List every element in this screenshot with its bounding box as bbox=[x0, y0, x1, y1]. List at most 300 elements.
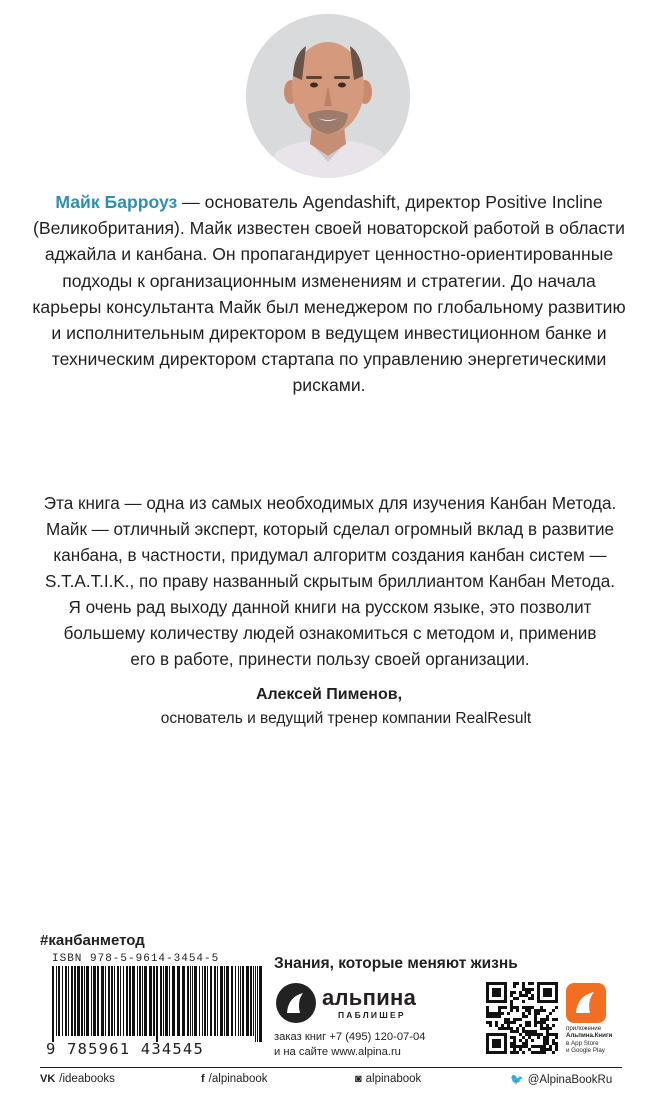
barcode-bar bbox=[126, 966, 128, 1036]
barcode-bar bbox=[71, 966, 73, 1036]
qr-module bbox=[540, 1021, 543, 1024]
qr-module bbox=[510, 994, 513, 997]
qr-module bbox=[546, 1042, 549, 1045]
qr-module bbox=[528, 1036, 531, 1039]
qr-module bbox=[534, 1030, 537, 1033]
qr-module bbox=[507, 1012, 510, 1015]
qr-module bbox=[516, 1009, 519, 1012]
reviewer-name: Алексей Пименов, bbox=[255, 686, 403, 703]
qr-module bbox=[525, 1039, 528, 1042]
qr-module bbox=[534, 1015, 537, 1018]
author-bio bbox=[30, 189, 628, 399]
qr-module bbox=[510, 991, 513, 994]
qr-module bbox=[534, 1045, 537, 1048]
qr-module bbox=[534, 1033, 537, 1036]
qr-module bbox=[525, 1021, 528, 1024]
qr-module bbox=[555, 1036, 558, 1039]
barcode-bar bbox=[246, 966, 249, 1036]
barcode-bar bbox=[68, 966, 69, 1036]
qr-module bbox=[504, 1006, 507, 1009]
barcode-bar bbox=[172, 966, 175, 1036]
qr-module bbox=[540, 1033, 543, 1036]
barcode-bar bbox=[129, 966, 131, 1036]
qr-module bbox=[555, 1048, 558, 1051]
qr-module bbox=[528, 1033, 531, 1036]
qr-module bbox=[546, 1027, 549, 1030]
qr-module bbox=[510, 1051, 513, 1054]
publisher-logo-icon bbox=[276, 983, 316, 1023]
qr-module bbox=[525, 994, 528, 997]
qr-module bbox=[513, 997, 516, 1000]
qr-module bbox=[522, 1027, 525, 1030]
qr-module bbox=[510, 1000, 513, 1003]
qr-module bbox=[522, 994, 525, 997]
barcode-bar bbox=[105, 966, 106, 1036]
qr-module bbox=[537, 1033, 540, 1036]
qr-module bbox=[516, 1027, 519, 1030]
barcode-bar bbox=[255, 966, 256, 1042]
qr-module bbox=[516, 1018, 519, 1021]
qr-module bbox=[519, 1024, 522, 1027]
barcode-bar bbox=[204, 966, 206, 1036]
qr-module bbox=[522, 1000, 525, 1003]
social-vk[interactable] bbox=[40, 1073, 115, 1085]
social-twitter-handle: @AlpinaBookRu bbox=[527, 1073, 613, 1086]
app-caption-name: Альпина.Книги bbox=[566, 1032, 613, 1040]
qr-module bbox=[531, 1030, 534, 1033]
qr-module bbox=[522, 1042, 525, 1045]
qr-module bbox=[540, 1018, 543, 1021]
qr-module bbox=[528, 1021, 531, 1024]
qr-module bbox=[528, 997, 531, 1000]
alpina-books-app-icon bbox=[566, 983, 606, 1023]
qr-module bbox=[555, 1006, 558, 1009]
qr-module bbox=[543, 1045, 546, 1048]
qr-module bbox=[498, 1027, 501, 1030]
qr-module bbox=[525, 1009, 528, 1012]
qr-module bbox=[525, 1045, 528, 1048]
barcode-bar bbox=[240, 966, 241, 1036]
qr-module bbox=[510, 1030, 513, 1033]
barcode-bar bbox=[207, 966, 208, 1036]
barcode-bar bbox=[226, 966, 229, 1036]
qr-module bbox=[543, 1039, 546, 1042]
qr-module bbox=[504, 1027, 507, 1030]
barcode-bar bbox=[84, 966, 85, 1036]
qr-module bbox=[537, 1045, 540, 1048]
qr-module bbox=[525, 988, 528, 991]
qr-module bbox=[513, 1036, 516, 1039]
qr-module bbox=[513, 1039, 516, 1042]
qr-finder bbox=[492, 1039, 501, 1048]
review-line: Майк — отличный эксперт, который сделал огромный вклад в развитие bbox=[45, 520, 615, 539]
qr-module bbox=[531, 1039, 534, 1042]
qr-module bbox=[492, 1012, 495, 1015]
qr-module bbox=[540, 1006, 543, 1009]
qr-module bbox=[519, 991, 522, 994]
qr-module bbox=[528, 991, 531, 994]
review-quote bbox=[14, 491, 646, 673]
qr-module bbox=[492, 1015, 495, 1018]
qr-module bbox=[522, 1036, 525, 1039]
barcode-bar bbox=[97, 966, 99, 1036]
qr-module bbox=[528, 1024, 531, 1027]
qr-module bbox=[534, 1051, 537, 1054]
author-name: Майк Барроуз bbox=[55, 192, 178, 212]
qr-finder bbox=[543, 988, 552, 997]
barcode-bar bbox=[114, 966, 115, 1036]
qr-module bbox=[531, 1045, 534, 1048]
qr-module bbox=[519, 1039, 522, 1042]
qr-module bbox=[513, 1006, 516, 1009]
barcode-bar bbox=[202, 966, 203, 1036]
app-caption-line: приложение bbox=[566, 1025, 602, 1032]
qr-module bbox=[546, 1048, 549, 1051]
qr-module bbox=[540, 1027, 543, 1030]
qr-module bbox=[528, 1048, 531, 1051]
qr-module bbox=[549, 1033, 552, 1036]
barcode-bar bbox=[242, 966, 244, 1036]
qr-module bbox=[528, 1006, 531, 1009]
barcode-bar bbox=[235, 966, 236, 1036]
qr-module bbox=[540, 1009, 543, 1012]
qr-module bbox=[522, 985, 525, 988]
barcode-bar bbox=[163, 966, 164, 1036]
qr-module bbox=[537, 1036, 540, 1039]
barcode-bar bbox=[153, 966, 155, 1036]
qr-module bbox=[486, 1006, 489, 1009]
qr-module bbox=[552, 1042, 555, 1045]
social-twitter[interactable] bbox=[510, 1073, 612, 1086]
qr-module bbox=[522, 1015, 525, 1018]
facebook-icon: f bbox=[201, 1073, 205, 1085]
barcode-bar bbox=[190, 966, 191, 1036]
qr-module bbox=[513, 1030, 516, 1033]
qr-module bbox=[546, 1036, 549, 1039]
qr-module bbox=[507, 1018, 510, 1021]
qr-module bbox=[519, 1033, 522, 1036]
qr-module bbox=[522, 1012, 525, 1015]
qr-module bbox=[534, 1009, 537, 1012]
qr-module bbox=[495, 1021, 498, 1024]
barcode-bar bbox=[169, 966, 170, 1036]
qr-module bbox=[507, 1027, 510, 1030]
qr-module bbox=[501, 1027, 504, 1030]
app-caption-line: в App Store bbox=[566, 1039, 599, 1047]
qr-module bbox=[498, 1006, 501, 1009]
qr-module bbox=[507, 1024, 510, 1027]
qr-module bbox=[486, 1009, 489, 1012]
qr-module bbox=[537, 1012, 540, 1015]
review-line: канбана, в частности, придумал алгоритм создания канбан систем — bbox=[53, 546, 607, 565]
barcode-bar bbox=[257, 966, 258, 1042]
qr-module bbox=[522, 1006, 525, 1009]
qr-module bbox=[531, 1033, 534, 1036]
qr-module bbox=[510, 1036, 513, 1039]
qr-module bbox=[510, 1045, 513, 1048]
qr-module bbox=[555, 1045, 558, 1048]
barcode-bar bbox=[156, 966, 158, 1042]
qr-module bbox=[555, 1018, 558, 1021]
barcode-bar bbox=[56, 966, 57, 1036]
barcode-bar bbox=[214, 966, 216, 1036]
qr-module bbox=[516, 997, 519, 1000]
app-caption bbox=[566, 1025, 638, 1055]
qr-module bbox=[540, 1024, 543, 1027]
social-facebook[interactable] bbox=[201, 1073, 268, 1085]
qr-module bbox=[501, 1012, 504, 1015]
qr-module bbox=[519, 1018, 522, 1021]
barcode-bar bbox=[192, 966, 193, 1036]
barcode-bar bbox=[217, 966, 218, 1036]
qr-module bbox=[540, 1045, 543, 1048]
qr-module bbox=[519, 1045, 522, 1048]
order-site: и на сайте www.alpina.ru bbox=[274, 1046, 401, 1058]
qr-module bbox=[552, 1009, 555, 1012]
qr-module bbox=[531, 982, 534, 985]
review-line: Эта книга — одна из самых необходимых для изучения Канбан Метода. bbox=[43, 494, 617, 513]
qr-module bbox=[516, 982, 519, 985]
qr-module bbox=[543, 1009, 546, 1012]
barcode-bar bbox=[177, 966, 180, 1036]
barcode-bar bbox=[93, 966, 96, 1036]
qr-module bbox=[522, 1051, 525, 1054]
qr-module bbox=[516, 1006, 519, 1009]
reviewer-role: основатель и ведущий тренер компании RealResult bbox=[160, 710, 532, 727]
qr-module bbox=[486, 1012, 489, 1015]
qr-module bbox=[537, 1009, 540, 1012]
barcode-bar bbox=[137, 966, 138, 1036]
qr-module bbox=[498, 1012, 501, 1015]
qr-module bbox=[522, 982, 525, 985]
barcode-bar bbox=[142, 966, 143, 1036]
barcode-bar bbox=[91, 966, 92, 1036]
qr-module bbox=[528, 1009, 531, 1012]
qr-module bbox=[525, 1033, 528, 1036]
qr-module bbox=[513, 1048, 516, 1051]
qr-module bbox=[546, 1015, 549, 1018]
qr-module bbox=[528, 988, 531, 991]
qr-module bbox=[513, 985, 516, 988]
qr-finder bbox=[492, 988, 501, 997]
barcode-bar bbox=[224, 966, 225, 1036]
qr-module bbox=[540, 1051, 543, 1054]
qr-module bbox=[513, 982, 516, 985]
social-instagram-handle: alpinabook bbox=[365, 1073, 422, 1085]
barcode-number: 9 785961 434545 bbox=[46, 1040, 204, 1058]
vk-icon: VK bbox=[40, 1073, 56, 1085]
review-line: его в работе, принести пользу своей организации. bbox=[130, 650, 530, 669]
qr-module bbox=[486, 1021, 489, 1024]
qr-module bbox=[552, 1033, 555, 1036]
qr-module bbox=[513, 1042, 516, 1045]
qr-module bbox=[513, 1045, 516, 1048]
barcode-bar bbox=[111, 966, 113, 1036]
qr-module bbox=[546, 1033, 549, 1036]
qr-module bbox=[489, 1015, 492, 1018]
author-photo bbox=[246, 14, 410, 178]
barcode-bar bbox=[81, 966, 83, 1036]
isbn-label: ISBN 978-5-9614-3454-5 bbox=[52, 953, 220, 965]
qr-module bbox=[549, 1048, 552, 1051]
barcode-bar bbox=[187, 966, 189, 1036]
qr-module bbox=[528, 1030, 531, 1033]
qr-module bbox=[498, 1009, 501, 1012]
qr-module bbox=[495, 1012, 498, 1015]
qr-module bbox=[531, 997, 534, 1000]
qr-module bbox=[525, 1015, 528, 1018]
barcode-bar bbox=[77, 966, 80, 1036]
order-phone: заказ книг +7 (495) 120-07-04 bbox=[274, 1031, 426, 1043]
barcode-bar bbox=[74, 966, 76, 1036]
qr-module bbox=[498, 1015, 501, 1018]
barcode-bar bbox=[108, 966, 110, 1036]
qr-module bbox=[489, 1021, 492, 1024]
barcode-bar bbox=[149, 966, 152, 1036]
qr-module bbox=[525, 1024, 528, 1027]
qr-module bbox=[543, 1036, 546, 1039]
qr-module bbox=[495, 1024, 498, 1027]
qr-module bbox=[552, 1018, 555, 1021]
qr-module bbox=[540, 1048, 543, 1051]
qr-module bbox=[525, 1042, 528, 1045]
barcode-bar bbox=[117, 966, 119, 1036]
barcode-bar bbox=[86, 966, 89, 1036]
author-bio-text: — основатель Agendashift, директор Positive Incline (Великобритания). Майк известен своей новаторской работой в области аджайла и канбана. Он пропагандирует ценностно-ориентированные подходы к организационным изменениям и стратегии. До начала карьеры консультанта Майк был менеджером по глобальному развитию и исполнительным директором в ведущем инвестиционном банке и техническим директором стартапа по управлению энергетическими рисками. bbox=[32, 192, 626, 396]
qr-module bbox=[486, 1015, 489, 1018]
barcode-bar bbox=[144, 966, 147, 1036]
qr-module bbox=[507, 1021, 510, 1024]
barcode-bar bbox=[120, 966, 121, 1036]
review-line: S.T.A.T.I.K., по праву названный скрытым бриллиантом Канбан Метода. bbox=[44, 572, 615, 591]
qr-module bbox=[543, 1018, 546, 1021]
app-caption-line: и Google Play bbox=[566, 1047, 605, 1055]
qr-module bbox=[519, 994, 522, 997]
qr-module bbox=[555, 1033, 558, 1036]
barcode-bar bbox=[194, 966, 197, 1036]
review-line: Я очень рад выходу данной книги на русском языке, это позволит bbox=[68, 598, 592, 617]
publisher-slogan: Знания, которые меняют жизнь bbox=[274, 955, 518, 972]
qr-module bbox=[513, 1051, 516, 1054]
barcode-bar bbox=[199, 966, 200, 1036]
qr-module bbox=[534, 1012, 537, 1015]
qr-module bbox=[489, 1024, 492, 1027]
qr-module bbox=[513, 1018, 516, 1021]
qr-module bbox=[546, 1030, 549, 1033]
barcode-bar bbox=[259, 966, 262, 1042]
barcode-bar bbox=[132, 966, 135, 1036]
barcode-bar bbox=[139, 966, 141, 1036]
qr-module bbox=[534, 1024, 537, 1027]
qr-module bbox=[546, 1039, 549, 1042]
barcode-bar bbox=[250, 966, 252, 1036]
qr-module bbox=[510, 1009, 513, 1012]
qr-module bbox=[543, 1051, 546, 1054]
qr-module bbox=[525, 1030, 528, 1033]
barcode-bar bbox=[165, 966, 168, 1036]
barcode-bar bbox=[210, 966, 212, 1036]
barcode-bar bbox=[182, 966, 185, 1036]
qr-module bbox=[531, 988, 534, 991]
barcode-bar bbox=[52, 966, 54, 1042]
qr-module bbox=[504, 1018, 507, 1021]
qr-module bbox=[528, 1012, 531, 1015]
instagram-icon: ◙ bbox=[355, 1073, 362, 1085]
twitter-icon: 🐦 bbox=[510, 1074, 524, 1086]
barcode-bar bbox=[62, 966, 63, 1036]
qr-module bbox=[522, 1045, 525, 1048]
qr-module bbox=[534, 1018, 537, 1021]
qr-module bbox=[519, 1048, 522, 1051]
qr-module bbox=[549, 1045, 552, 1048]
barcode-bar bbox=[101, 966, 104, 1036]
publisher-logo-subtitle: ПАБЛИШЕР bbox=[338, 1010, 406, 1020]
barcode-bar bbox=[160, 966, 162, 1036]
qr-module bbox=[546, 1018, 549, 1021]
qr-module bbox=[543, 1027, 546, 1030]
qr-module bbox=[525, 991, 528, 994]
qr-module bbox=[510, 1042, 513, 1045]
qr-code-icon bbox=[486, 982, 558, 1054]
barcode-icon bbox=[52, 966, 264, 1042]
qr-module bbox=[537, 1051, 540, 1054]
barcode-bar bbox=[238, 966, 239, 1036]
qr-module bbox=[549, 1027, 552, 1030]
publisher-logo-name: альпина bbox=[322, 985, 417, 1010]
review-line: большему количеству людей ознакомиться с методом и, применив bbox=[63, 624, 597, 643]
social-facebook-handle: /alpinabook bbox=[208, 1073, 268, 1085]
publisher-logo bbox=[276, 983, 466, 1025]
qr-module bbox=[531, 1051, 534, 1054]
hashtag: #канбанметод bbox=[40, 932, 145, 949]
qr-module bbox=[531, 994, 534, 997]
qr-module bbox=[501, 1024, 504, 1027]
barcode-bar bbox=[65, 966, 67, 1036]
social-instagram[interactable] bbox=[355, 1073, 421, 1085]
barcode-bar bbox=[253, 966, 254, 1036]
qr-module bbox=[525, 1006, 528, 1009]
qr-module bbox=[516, 1030, 519, 1033]
qr-module bbox=[522, 1030, 525, 1033]
qr-module bbox=[537, 1021, 540, 1024]
qr-module bbox=[549, 1012, 552, 1015]
qr-module bbox=[510, 1021, 513, 1024]
qr-module bbox=[552, 1051, 555, 1054]
qr-module bbox=[543, 1021, 546, 1024]
qr-module bbox=[552, 1039, 555, 1042]
qr-module bbox=[528, 982, 531, 985]
qr-module bbox=[534, 1021, 537, 1024]
qr-module bbox=[543, 1042, 546, 1045]
barcode-bar bbox=[220, 966, 223, 1036]
qr-module bbox=[552, 1024, 555, 1027]
social-vk-handle: /ideabooks bbox=[59, 1073, 115, 1085]
qr-module bbox=[510, 1027, 513, 1030]
qr-module bbox=[516, 1051, 519, 1054]
qr-module bbox=[546, 1024, 549, 1027]
qr-module bbox=[510, 1006, 513, 1009]
qr-module bbox=[513, 1021, 516, 1024]
footer-divider bbox=[40, 1067, 622, 1068]
qr-module bbox=[543, 1048, 546, 1051]
qr-module bbox=[531, 1006, 534, 1009]
qr-module bbox=[495, 1015, 498, 1018]
qr-module bbox=[504, 1021, 507, 1024]
barcode-bar bbox=[231, 966, 233, 1036]
qr-module bbox=[516, 1045, 519, 1048]
barcode-bar bbox=[123, 966, 124, 1036]
qr-module bbox=[510, 1003, 513, 1006]
